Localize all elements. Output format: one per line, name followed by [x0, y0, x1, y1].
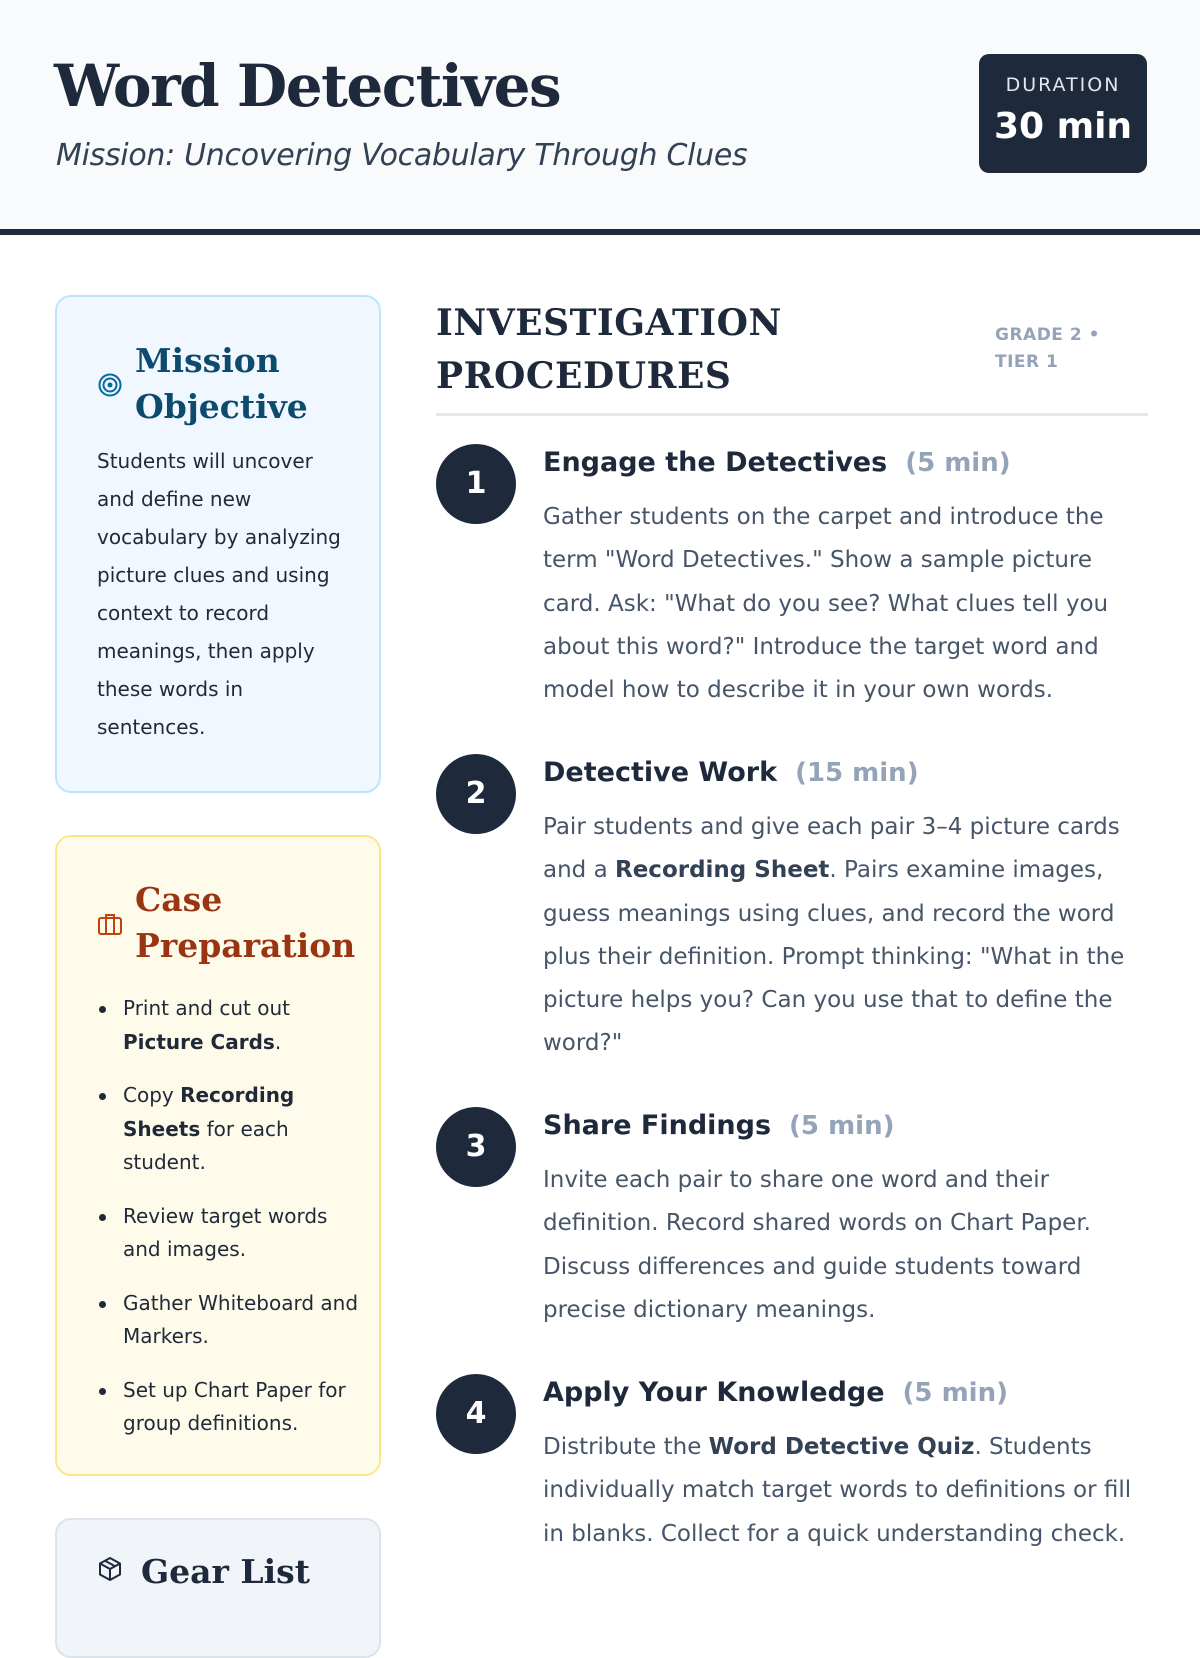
step-description: Invite each pair to share one word and their definition. Record shared words on Chart Paper. Discuss differences and guide students toward precise dictionary meanings.	[543, 1167, 1091, 1323]
package-icon	[97, 1556, 123, 1582]
duration-label: DURATION	[1005, 74, 1121, 96]
gear-list-title: Gear List	[141, 1552, 310, 1591]
page-subtitle: Mission: Uncovering Vocabulary Through Clues	[56, 138, 748, 173]
page-title: Word Detectives	[54, 52, 561, 120]
step-number: 4	[436, 1374, 516, 1454]
list-item: Set up Chart Paper for group definitions.	[97, 1374, 359, 1441]
gear-list-card	[55, 1518, 381, 1658]
mission-objective-card	[55, 295, 381, 793]
step-name: Apply Your Knowledge	[543, 1377, 885, 1408]
step-name: Engage the Detectives	[543, 447, 888, 478]
step-heading	[543, 757, 919, 788]
grade-tier-label: GRADE 2 • TIER 1	[995, 325, 1100, 372]
step-number: 1	[436, 444, 516, 524]
step-name: Detective Work	[543, 757, 778, 788]
list-item: Print and cut out Picture Cards.	[97, 992, 359, 1059]
step-heading	[543, 447, 1011, 478]
preparation-list	[97, 992, 359, 1461]
step-description: Gather students on the carpet and introduce the term "Word Detectives." Show a sample picture card. Ask: "What do you see? What clues tell you about this word?" Introduce the target word and model how to describe it in your own words.	[543, 504, 1109, 704]
procedures-title: INVESTIGATION PROCEDURES	[436, 302, 782, 397]
list-item: Review target words and images.	[97, 1200, 359, 1267]
mission-objective-title: Mission Objective	[135, 341, 308, 426]
list-item: Gather Whiteboard and Markers.	[97, 1287, 359, 1354]
step-time: (15 min)	[795, 758, 919, 788]
case-preparation-card	[55, 835, 381, 1476]
step-heading	[543, 1110, 894, 1141]
briefcase-icon	[97, 911, 123, 937]
target-icon	[97, 372, 123, 398]
step-time: (5 min)	[905, 448, 1011, 478]
step-time: (5 min)	[789, 1111, 895, 1141]
step-description: Pair students and give each pair 3–4 picture cards and a Recording Sheet. Pairs examine images, guess meanings using clues, and record the word plus their definition. Prompt thinking: "What in the picture helps you? Can you use that to define the word?"	[543, 814, 1125, 1057]
step-time: (5 min)	[902, 1378, 1008, 1408]
step-number: 2	[436, 754, 516, 834]
mission-objective-text: Students will uncover and define new vocabulary by analyzing picture clues and using context to record meanings, then apply these words in sentences.	[97, 449, 341, 739]
list-item: Copy Recording Sheets for each student.	[97, 1079, 359, 1180]
divider	[436, 413, 1148, 416]
step-name: Share Findings	[543, 1110, 772, 1141]
duration-badge	[979, 54, 1147, 173]
step-description: Distribute the Word Detective Quiz. Students individually match target words to definitions or fill in blanks. Collect for a quick understanding check.	[543, 1434, 1132, 1547]
duration-value: 30 min	[993, 106, 1133, 147]
step-number: 3	[436, 1107, 516, 1187]
step-heading	[543, 1377, 1008, 1408]
page-header	[0, 0, 1200, 235]
case-preparation-title: Case Preparation	[135, 880, 356, 965]
